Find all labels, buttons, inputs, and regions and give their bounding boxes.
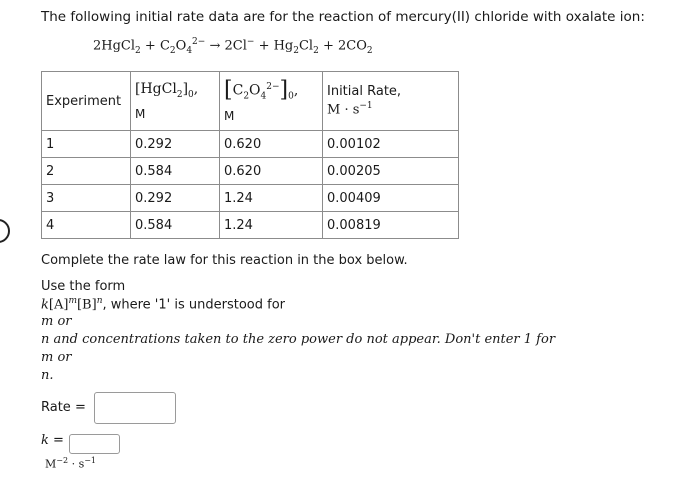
instruction-m-or-2: m or — [41, 350, 72, 365]
reaction-equation: 2HgCl$_2$ + $C_2O_4^{2-} \to 2Cl^- + Hg_2Cl_2 + 2CO_2$ — [93, 37, 373, 56]
header-hgcl2: $[HgCl_2]_0$, M — [131, 72, 220, 131]
header-initial-rate: Initial Rate, $M \cdot s^{-1}$ — [323, 72, 459, 131]
rate-label: Rate = — [41, 400, 86, 415]
table-row — [42, 212, 459, 239]
table-row — [42, 158, 459, 185]
table-row — [42, 131, 459, 158]
instruction-n-end: n. — [41, 368, 54, 383]
table-row — [42, 185, 459, 212]
cell-rate: 0.00205 — [323, 158, 459, 185]
instruction-complete: Complete the rate law for this reaction in the box below. — [41, 253, 408, 268]
instruction-use-form: Use the form — [41, 279, 126, 294]
rate-law-input[interactable] — [94, 392, 176, 424]
cell-experiment: 3 — [42, 185, 131, 212]
cell-rate: 0.00409 — [323, 185, 459, 212]
k-label: k = — [41, 433, 64, 448]
cell-hgcl2: 0.584 — [131, 212, 220, 239]
cell-hgcl2: 0.292 — [131, 131, 220, 158]
cell-hgcl2: 0.584 — [131, 158, 220, 185]
cell-oxalate: 0.620 — [220, 158, 323, 185]
cell-experiment: 2 — [42, 158, 131, 185]
cell-experiment: 1 — [42, 131, 131, 158]
page-edge-indicator — [0, 219, 10, 243]
cell-rate: 0.00102 — [323, 131, 459, 158]
rate-data-table — [41, 71, 459, 239]
intro-text: The following initial rate data are for the reaction of mercury(II) chloride with oxalate ion: — [41, 9, 645, 25]
cell-oxalate: 0.620 — [220, 131, 323, 158]
cell-hgcl2: 0.292 — [131, 185, 220, 212]
header-oxalate: $[C_2O_4^{2-}]_0$, M — [220, 72, 323, 131]
table-header-row — [42, 72, 459, 131]
rate-law-form: $k[A]^m[B]^n$, where '1' is understood for — [41, 296, 285, 313]
cell-experiment: 4 — [42, 212, 131, 239]
cell-oxalate: 1.24 — [220, 212, 323, 239]
k-units: $M^{-2} \cdot s^{-1}$ — [45, 456, 97, 471]
header-experiment: Experiment — [42, 72, 131, 131]
k-value-input[interactable] — [69, 434, 120, 454]
instruction-n-and: n and concentrations taken to the zero power do not appear. Don't enter 1 for — [41, 332, 556, 347]
cell-oxalate: 1.24 — [220, 185, 323, 212]
cell-rate: 0.00819 — [323, 212, 459, 239]
instruction-m-or: m or — [41, 314, 72, 329]
